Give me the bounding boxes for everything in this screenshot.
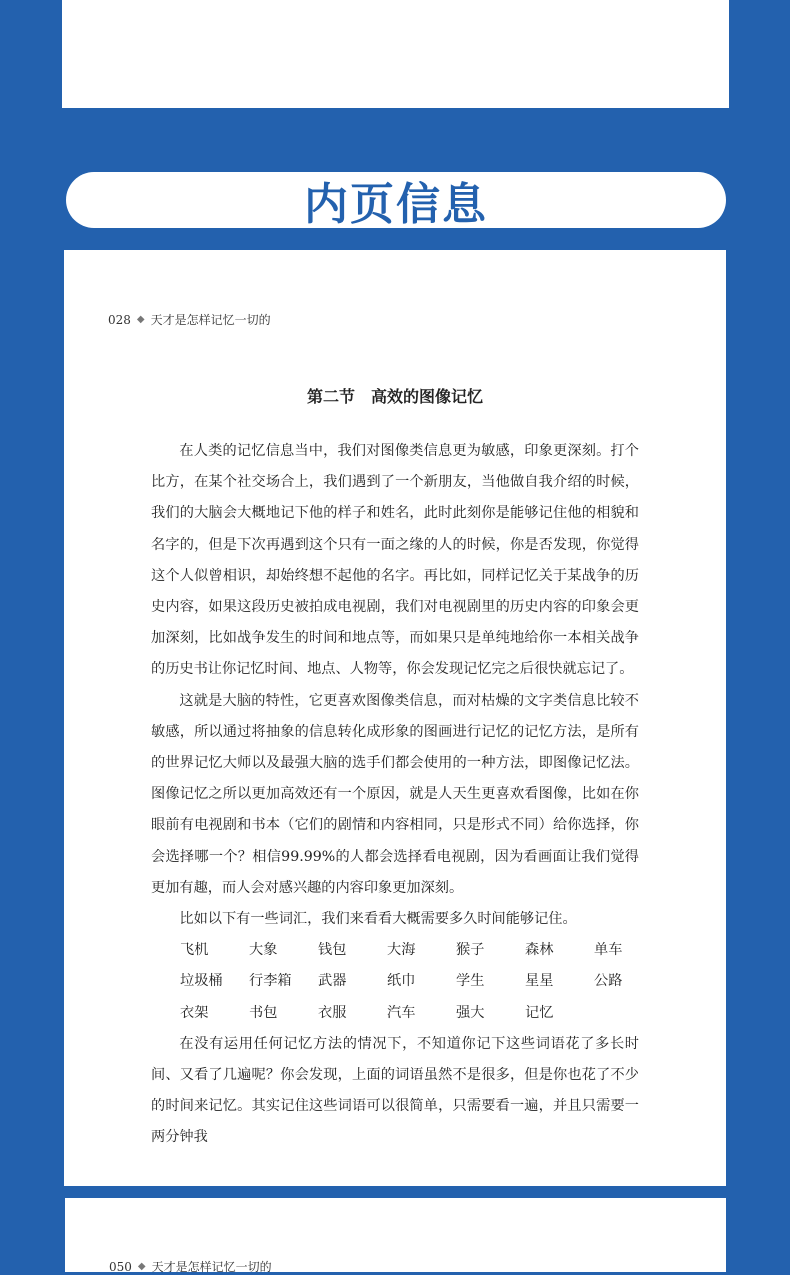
word-item: 行李箱 [249,973,292,990]
word-item: 垃圾桶 [180,973,223,990]
diamond-icon: ◆ [136,314,145,325]
word-item: 衣架 [180,1004,209,1021]
paragraph: 这就是大脑的特性，它更喜欢图像类信息，而对枯燥的文字类信息比较不敏感，所以通过将抽象的信息转化成形象的图画进行记忆的记忆方法，是所有的世界记忆大师以及最强大脑的选手们都会使用的一种方法，即图像记忆法。图像记忆之所以更加高效还有一个原因，就是人天生更喜欢看图像，比如在你眼前有电视剧和书本（它们的剧情和内容相同，只是形式不同）给你选择，你会选择哪一个？相信99.99%的人都会选择看电视剧，因为看画面让我们觉得更加有趣，而人会对感兴趣的内容印象更加深刻。 [151,692,639,896]
word-item: 公路 [594,973,623,990]
word-item: 汽车 [387,1004,416,1021]
diamond-icon: ◆ [137,1261,146,1272]
word-item: 记忆 [525,1004,554,1021]
book-page [64,250,726,1186]
word-item: 单车 [594,942,623,959]
book-title: 天才是怎样记忆一切的 [151,1260,272,1274]
word-item: 猴子 [456,942,485,959]
word-item: 衣服 [318,1004,347,1021]
word-item: 书包 [249,1004,278,1021]
word-item: 钱包 [318,942,347,959]
running-header [109,1258,272,1275]
book-title: 天才是怎样记忆一切的 [150,313,271,327]
title-banner [66,172,726,228]
banner-title: 内页信息 [304,179,488,230]
word-item: 森林 [525,942,554,959]
word-item: 飞机 [180,942,209,959]
word-item: 武器 [318,973,347,990]
next-page-fragment [65,1198,726,1272]
word-list [151,935,639,1029]
paragraph: 比如以下有一些词汇，我们来看看大概需要多久时间能够记住。 [179,911,577,928]
section-number: 第二节 [306,387,355,406]
paragraph: 在人类的记忆信息当中，我们对图像类信息更为敏感，印象更深刻。打个比方，在某个社交场合上，我们遇到了一个新朋友，当他做自我介绍的时候，我们的大脑会大概地记下他的样子和姓名，此时此刻你是能够记住他的相貌和名字的，但是下次再遇到这个只有一面之缘的人的时候，你是否发现，你觉得这个人似曾相识，却始终想不起他的名字。再比如，同样记忆关于某战争的历史内容，如果这段历史被拍成电视剧，我们对电视剧里的历史内容的印象会更加深刻，比如战争发生的时间和地点等，而如果只是单纯地给你一本相关战争的历史书让你记忆时间、地点、人物等，你会发现记忆完之后很快就忘记了。 [151,443,639,678]
word-item: 大象 [249,942,278,959]
word-item: 学生 [456,973,485,990]
word-item: 纸巾 [387,973,416,990]
word-item: 大海 [387,942,416,959]
word-item: 星星 [525,973,554,990]
section-heading [64,384,726,407]
body-text [151,436,639,1154]
paragraph: 在没有运用任何记忆方法的情况下，不知道你记下这些词语花了多长时间、又看了几遍呢？你会发现，上面的词语虽然不是很多，但是你也花了不少的时间来记忆。其实记住这些词语可以很简单，只需要看一遍，并且只需要一两分钟我 [151,1035,639,1146]
page-number: 050 [109,1259,132,1274]
section-title: 高效的图像记忆 [371,387,484,406]
running-header [108,311,271,328]
word-item: 强大 [456,1004,485,1021]
page-number: 028 [108,312,131,327]
previous-page-fragment [62,0,729,108]
